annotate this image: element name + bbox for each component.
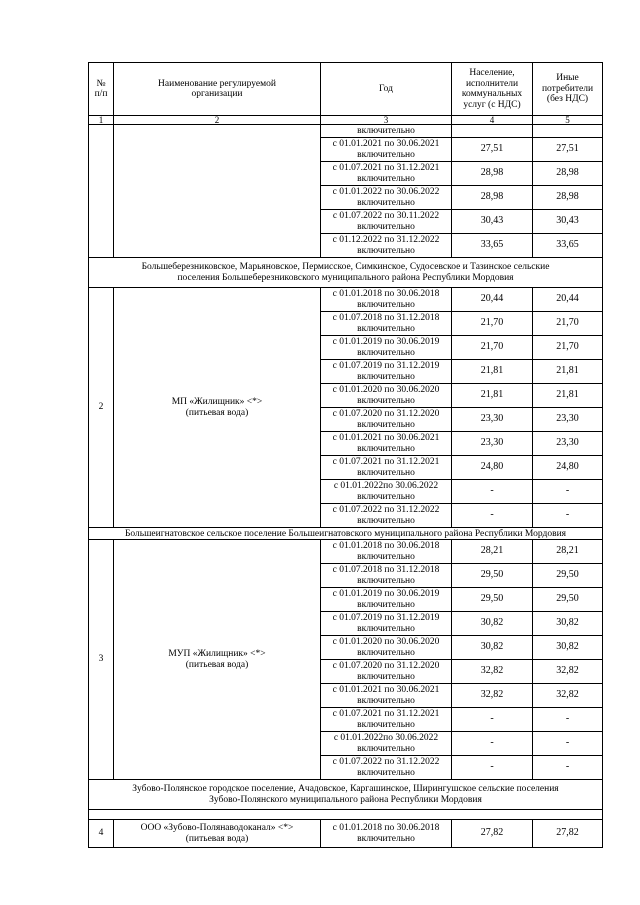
other-consumers-tariff-cell: 32,82: [533, 660, 603, 684]
population-tariff-cell: 29,50: [452, 564, 533, 588]
other-consumers-tariff-cell: 30,82: [533, 636, 603, 660]
population-tariff-cell: -: [452, 708, 533, 732]
period-cell: с 01.01.2020 по 30.06.2020 включительно: [321, 636, 452, 660]
other-consumers-tariff-cell: 29,50: [533, 588, 603, 612]
population-tariff-cell: -: [452, 756, 533, 780]
population-tariff-cell: 27,82: [452, 820, 533, 848]
column-header-population: Население, исполнители коммунальных услуг (с НДС): [452, 63, 533, 116]
period-cell: с 01.01.2020 по 30.06.2020 включительно: [321, 384, 452, 408]
territory-section-row: [89, 780, 603, 810]
row-number: [89, 125, 114, 258]
population-tariff-cell: 23,30: [452, 432, 533, 456]
population-tariff-cell: 30,82: [452, 636, 533, 660]
other-consumers-tariff-cell: 28,98: [533, 186, 603, 210]
population-tariff-cell: 21,81: [452, 384, 533, 408]
period-cell: с 01.01.2018 по 30.06.2018 включительно: [321, 820, 452, 848]
period-cell: с 01.07.2021 по 31.12.2021 включительно: [321, 708, 452, 732]
period-cell: с 01.12.2022 по 31.12.2022 включительно: [321, 234, 452, 258]
other-consumers-tariff-cell: 23,30: [533, 432, 603, 456]
population-tariff-cell: 20,44: [452, 288, 533, 312]
tariff-table: [88, 62, 603, 848]
population-tariff-cell: 28,21: [452, 540, 533, 564]
tariff-row: [89, 125, 603, 138]
row-number: 3: [89, 540, 114, 780]
other-consumers-tariff-cell: -: [533, 708, 603, 732]
population-tariff-cell: 21,81: [452, 360, 533, 384]
territory-section-title: Большеберезниковское, Марьяновское, Пермисское, Симкинское, Судосевское и Тазинское сельские поселения Большеберезниковского муниципального района Республики Мордовия: [89, 258, 603, 288]
population-tariff-cell: -: [452, 480, 533, 504]
table-header-row: [89, 63, 603, 116]
period-cell: с 01.01.2019 по 30.06.2019 включительно: [321, 336, 452, 360]
period-cell: с 01.01.2021 по 30.06.2021 включительно: [321, 138, 452, 162]
population-tariff-cell: -: [452, 504, 533, 528]
other-consumers-tariff-cell: 29,50: [533, 564, 603, 588]
period-cell: с 01.07.2018 по 31.12.2018 включительно: [321, 312, 452, 336]
period-cell: с 01.07.2019 по 31.12.2019 включительно: [321, 360, 452, 384]
period-cell: с 01.07.2022 по 31.12.2022 включительно: [321, 756, 452, 780]
empty-row: [89, 810, 603, 820]
other-consumers-tariff-cell: 21,81: [533, 384, 603, 408]
other-consumers-tariff-cell: 33,65: [533, 234, 603, 258]
period-cell: с 01.01.2021 по 30.06.2021 включительно: [321, 684, 452, 708]
period-cell: с 01.07.2022 по 31.12.2022 включительно: [321, 504, 452, 528]
organization-name: МУП «Жилищник» <*> (питьевая вода): [114, 540, 321, 780]
other-consumers-tariff-cell: 21,70: [533, 312, 603, 336]
territory-section-row: [89, 528, 603, 540]
other-consumers-tariff-cell: -: [533, 480, 603, 504]
population-tariff-cell: 32,82: [452, 684, 533, 708]
column-header-organization: Наименование регулируемой организации: [114, 63, 321, 116]
population-tariff-cell: 24,80: [452, 456, 533, 480]
other-consumers-tariff-cell: -: [533, 504, 603, 528]
period-cell: с 01.01.2018 по 30.06.2018 включительно: [321, 540, 452, 564]
period-cell: с 01.07.2020 по 31.12.2020 включительно: [321, 408, 452, 432]
column-header-period: Год: [321, 63, 452, 116]
organization-name: МП «Жилищник» <*> (питьевая вода): [114, 288, 321, 528]
territory-section-title: Большеигнатовское сельское поселение Большеигнатовского муниципального района Республики Мордовия: [89, 528, 603, 540]
column-header-number: № п/п: [89, 63, 114, 116]
column-number: 4: [452, 116, 533, 125]
other-consumers-tariff-cell: -: [533, 756, 603, 780]
other-consumers-tariff-cell: 21,81: [533, 360, 603, 384]
other-consumers-tariff-cell: 30,82: [533, 612, 603, 636]
population-tariff-cell: 29,50: [452, 588, 533, 612]
period-cell: с 01.07.2021 по 31.12.2021 включительно: [321, 162, 452, 186]
organization-name: ООО «Зубово-Полянаводоканал» <*> (питьевая вода): [114, 820, 321, 848]
other-consumers-tariff-cell: [533, 125, 603, 138]
period-cell: с 01.07.2021 по 31.12.2021 включительно: [321, 456, 452, 480]
period-cell: с 01.01.2019 по 30.06.2019 включительно: [321, 588, 452, 612]
row-number: 4: [89, 820, 114, 848]
period-cell: с 01.01.2022 по 30.06.2022 включительно: [321, 186, 452, 210]
other-consumers-tariff-cell: 24,80: [533, 456, 603, 480]
population-tariff-cell: 21,70: [452, 336, 533, 360]
tariff-row: [89, 288, 603, 312]
territory-section-title: Зубово-Полянское городское поселение, Ачадовское, Каргашинское, Ширингушское сельские поселения Зубово-Полянского муниципального района Республики Мордовия: [89, 780, 603, 810]
population-tariff-cell: 33,65: [452, 234, 533, 258]
period-cell: с 01.07.2020 по 31.12.2020 включительно: [321, 660, 452, 684]
period-cell: с 01.01.2021 по 30.06.2021 включительно: [321, 432, 452, 456]
period-cell: с 01.07.2018 по 31.12.2018 включительно: [321, 564, 452, 588]
tariff-row: [89, 540, 603, 564]
period-cell: с 01.01.2018 по 30.06.2018 включительно: [321, 288, 452, 312]
period-cell: с 01.01.2022по 30.06.2022 включительно: [321, 480, 452, 504]
other-consumers-tariff-cell: 28,98: [533, 162, 603, 186]
population-tariff-cell: 28,98: [452, 186, 533, 210]
column-number: 1: [89, 116, 114, 125]
column-number: 2: [114, 116, 321, 125]
other-consumers-tariff-cell: 30,43: [533, 210, 603, 234]
other-consumers-tariff-cell: 32,82: [533, 684, 603, 708]
empty-cell: [89, 810, 603, 820]
population-tariff-cell: 21,70: [452, 312, 533, 336]
other-consumers-tariff-cell: 27,51: [533, 138, 603, 162]
period-cell: с 01.07.2019 по 31.12.2019 включительно: [321, 612, 452, 636]
population-tariff-cell: 23,30: [452, 408, 533, 432]
other-consumers-tariff-cell: 23,30: [533, 408, 603, 432]
column-number: 5: [533, 116, 603, 125]
other-consumers-tariff-cell: -: [533, 732, 603, 756]
other-consumers-tariff-cell: 20,44: [533, 288, 603, 312]
population-tariff-cell: 27,51: [452, 138, 533, 162]
column-numbers-row: [89, 116, 603, 125]
other-consumers-tariff-cell: 27,82: [533, 820, 603, 848]
period-cell: с 01.01.2022по 30.06.2022 включительно: [321, 732, 452, 756]
population-tariff-cell: -: [452, 732, 533, 756]
population-tariff-cell: 30,43: [452, 210, 533, 234]
other-consumers-tariff-cell: 21,70: [533, 336, 603, 360]
column-header-other: Иные потребители (без НДС): [533, 63, 603, 116]
row-number: 2: [89, 288, 114, 528]
population-tariff-cell: 30,82: [452, 612, 533, 636]
other-consumers-tariff-cell: 28,21: [533, 540, 603, 564]
territory-section-row: [89, 258, 603, 288]
tariff-row: [89, 820, 603, 848]
column-number: 3: [321, 116, 452, 125]
population-tariff-cell: 28,98: [452, 162, 533, 186]
organization-name: [114, 125, 321, 258]
population-tariff-cell: [452, 125, 533, 138]
period-cell: с 01.07.2022 по 30.11.2022 включительно: [321, 210, 452, 234]
period-cell: включительно: [321, 125, 452, 138]
population-tariff-cell: 32,82: [452, 660, 533, 684]
